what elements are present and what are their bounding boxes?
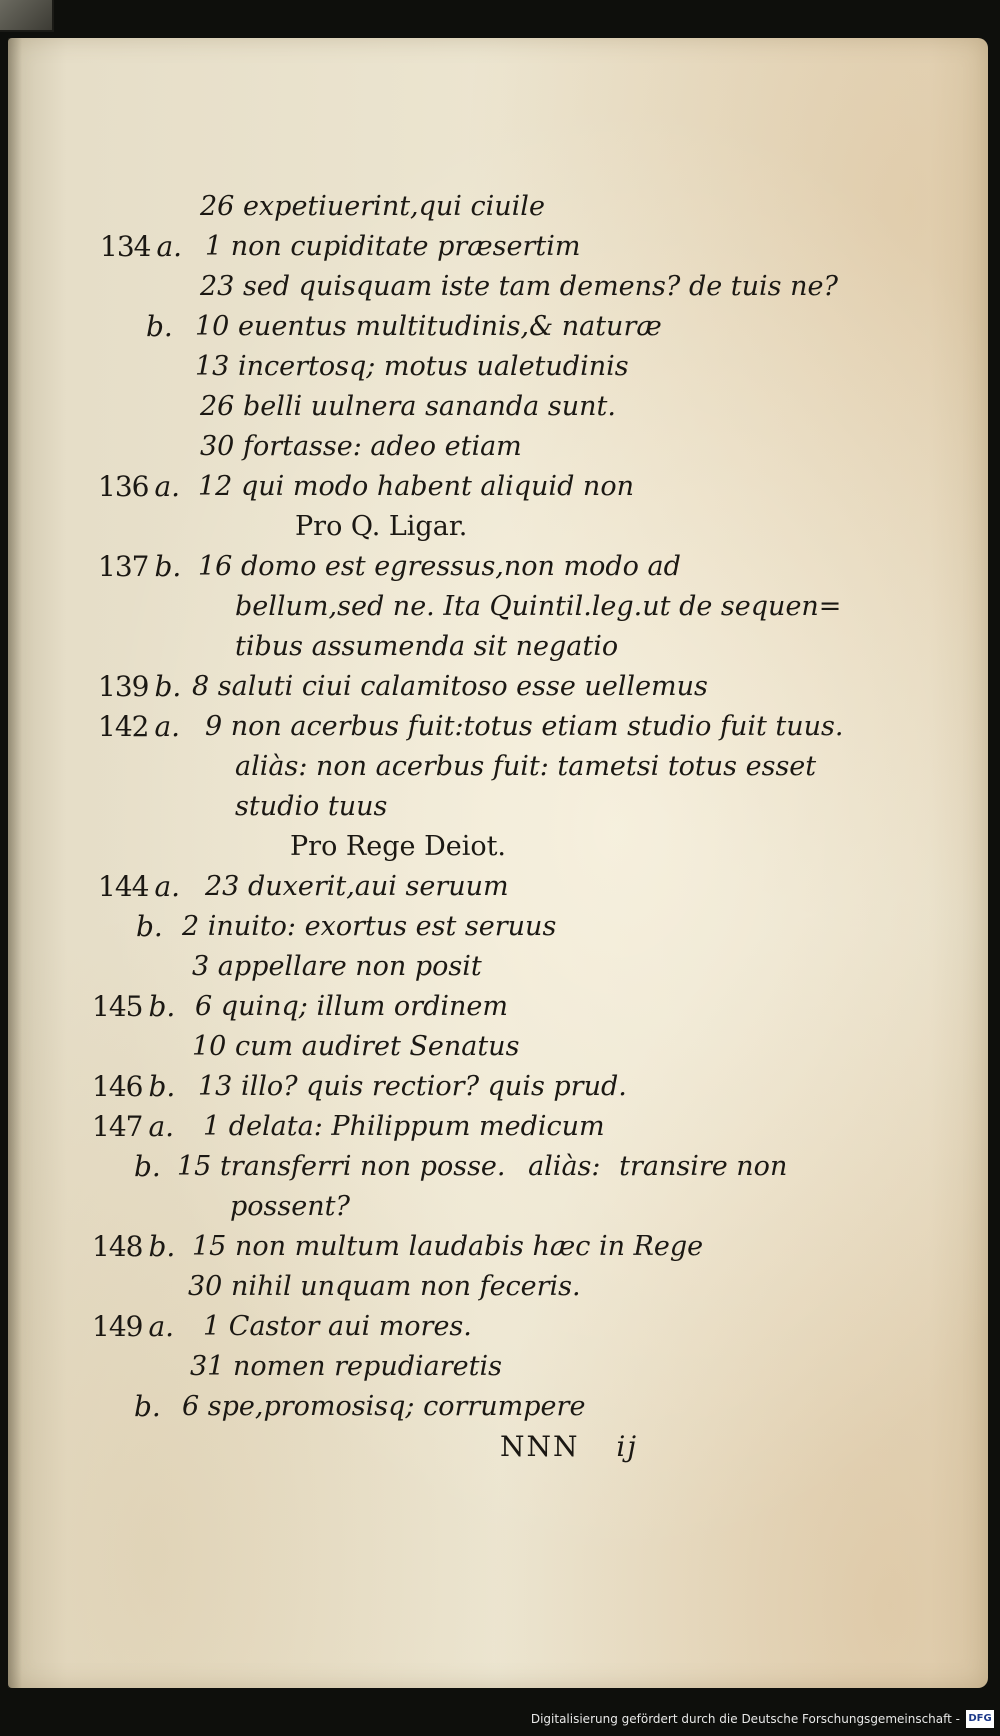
ref-side: b. <box>148 990 176 1023</box>
section-heading: Pro Rege Deiot. <box>290 831 507 862</box>
errata-text: euentus multitudinis,& naturæ <box>237 311 662 342</box>
ref-side: b. <box>134 1150 161 1183</box>
ref-side: b. <box>154 670 182 703</box>
line-number: 1 <box>203 1111 221 1142</box>
ref-side: a. <box>148 1110 175 1143</box>
line-number: 10 <box>192 1031 227 1062</box>
spine-shadow <box>8 38 22 1688</box>
errata-continuation: bellum,sed ne. Ita Quintil.leg.ut de sequen= <box>235 591 842 622</box>
ref-page-number: 144 <box>98 870 149 903</box>
dfg-logo-icon: DFG <box>966 1710 994 1728</box>
errata-line <box>200 430 522 464</box>
line-number: 6 <box>195 991 213 1022</box>
errata-line <box>200 270 838 304</box>
errata-continuation: studio tuus <box>235 791 388 822</box>
errata-text: qui modo habent aliquid non <box>240 471 634 502</box>
alt-text: transire non <box>619 1151 788 1182</box>
ref-page-number: 146 <box>92 1070 143 1103</box>
errata-text: non multum laudabis hæc in Rege <box>234 1231 704 1262</box>
errata-line <box>195 350 629 384</box>
errata-line <box>200 390 616 424</box>
errata-line <box>182 1390 585 1424</box>
ref-page-number: 137 <box>98 550 149 583</box>
errata-text: non cupiditate præsertim <box>230 231 581 262</box>
ref-side: a. <box>154 470 181 503</box>
page-reference <box>92 1110 174 1144</box>
line-number: 15 <box>177 1151 212 1182</box>
errata-line <box>192 1030 519 1064</box>
ref-side: a. <box>148 1310 175 1343</box>
page-reference <box>92 1230 175 1264</box>
errata-line <box>190 1350 502 1384</box>
ref-side: b. <box>154 550 182 583</box>
signature-leaf: ij <box>616 1430 639 1463</box>
ref-side: b. <box>148 1070 176 1103</box>
ref-side: b. <box>148 1230 176 1263</box>
ref-side: a. <box>156 230 183 263</box>
line-number: 30 <box>200 431 235 462</box>
ref-page-number: 139 <box>98 670 149 703</box>
errata-line <box>195 990 508 1024</box>
errata-text: duxerit,aui seruum <box>247 871 509 902</box>
errata-line <box>203 1310 472 1344</box>
ref-side: b. <box>134 1390 161 1423</box>
ref-page-number: 145 <box>92 990 143 1023</box>
errata-line <box>188 1270 581 1304</box>
line-number: 30 <box>188 1271 223 1302</box>
errata-text: delata: Philippum medicum <box>228 1111 605 1142</box>
errata-line <box>177 1150 787 1184</box>
errata-line <box>205 230 581 264</box>
line-number: 13 <box>195 351 230 382</box>
line-number: 13 <box>198 1071 233 1102</box>
line-number: 9 <box>205 711 223 742</box>
line-number: 23 <box>200 271 235 302</box>
line-number: 6 <box>182 1391 200 1422</box>
errata-text: expetiuerint,qui ciuile <box>242 191 545 222</box>
errata-text: Castor aui mores. <box>228 1311 472 1342</box>
errata-line <box>192 670 708 704</box>
ref-page-number: 148 <box>92 1230 143 1263</box>
signature-letters: NNN <box>500 1430 580 1463</box>
errata-text: appellare non posit <box>217 951 482 982</box>
line-number: 10 <box>195 311 230 342</box>
errata-text: non acerbus fuit:totus etiam studio fuit tuus. <box>230 711 844 742</box>
line-number: 1 <box>203 1311 221 1342</box>
errata-continuation: possent? <box>230 1191 350 1222</box>
ref-side: b. <box>146 310 173 343</box>
errata-line <box>203 1110 605 1144</box>
errata-line <box>182 910 556 944</box>
errata-text: illo? quis rectior? quis prud. <box>240 1071 627 1102</box>
page-reference <box>98 470 180 504</box>
page-reference <box>92 1070 175 1104</box>
page-reference <box>98 550 181 584</box>
page-reference <box>128 1150 161 1184</box>
page-reference <box>128 1390 161 1424</box>
ref-side: a. <box>154 870 181 903</box>
page-reference <box>140 310 173 344</box>
page-corner-tab <box>0 0 54 32</box>
errata-text: domo est egressus,non modo ad <box>240 551 681 582</box>
errata-text: nomen repudiaretis <box>232 1351 502 1382</box>
page-reference <box>98 670 181 704</box>
errata-text: cum audiret Senatus <box>234 1031 520 1062</box>
errata-line <box>205 870 509 904</box>
ref-page-number: 142 <box>98 710 149 743</box>
ref-page-number: 149 <box>92 1310 143 1343</box>
page-reference <box>130 910 163 944</box>
errata-text: belli uulnera sananda sunt. <box>242 391 616 422</box>
line-number: 26 <box>200 391 235 422</box>
ref-page-number: 134 <box>100 230 151 263</box>
line-number: 15 <box>192 1231 227 1262</box>
errata-text: saluti ciui calamitoso esse uellemus <box>217 671 708 702</box>
digitization-credit: Digitalisierung gefördert durch die Deutsche Forschungsgemeinschaft - <box>530 1712 960 1726</box>
errata-line <box>198 1070 627 1104</box>
ref-side: a. <box>154 710 181 743</box>
signature-mark <box>500 1430 638 1464</box>
page-reference <box>92 990 175 1024</box>
errata-line <box>198 550 681 584</box>
ref-page-number: 136 <box>98 470 149 503</box>
errata-text: transferri non posse. <box>219 1151 506 1182</box>
page-reference <box>98 870 180 904</box>
errata-line <box>200 190 545 224</box>
errata-text: quinq; illum ordinem <box>220 991 508 1022</box>
errata-line <box>192 950 482 984</box>
errata-continuation: tibus assumenda sit negatio <box>235 631 619 662</box>
errata-line <box>205 710 843 744</box>
errata-line <box>195 310 662 344</box>
line-number: 3 <box>192 951 210 982</box>
errata-line <box>192 1230 703 1264</box>
line-number: 16 <box>198 551 233 582</box>
line-number: 31 <box>190 1351 225 1382</box>
errata-text: sed quisquam iste tam demens? de tuis ne? <box>242 271 838 302</box>
alt-marker: aliàs: <box>528 1151 601 1182</box>
errata-text: spe,promosisq; corrumpere <box>207 1391 586 1422</box>
errata-text: nihil unquam non feceris. <box>230 1271 581 1302</box>
errata-text: inuito: exortus est seruus <box>207 911 557 942</box>
line-number: 2 <box>182 911 200 942</box>
line-number: 1 <box>205 231 223 262</box>
ref-side: b. <box>136 910 163 943</box>
errata-text: fortasse: adeo etiam <box>242 431 522 462</box>
line-number: 23 <box>205 871 240 902</box>
line-number: 12 <box>198 471 233 502</box>
line-number: 26 <box>200 191 235 222</box>
page-reference <box>100 230 182 264</box>
page-reference <box>92 1310 174 1344</box>
section-heading: Pro Q. Ligar. <box>295 511 468 542</box>
errata-continuation: aliàs: non acerbus fuit: tametsi totus esset <box>235 751 817 782</box>
ref-page-number: 147 <box>92 1110 143 1143</box>
errata-line <box>198 470 634 504</box>
page-reference <box>98 710 180 744</box>
errata-text: incertosq; motus ualetudinis <box>237 351 629 382</box>
line-number: 8 <box>192 671 210 702</box>
